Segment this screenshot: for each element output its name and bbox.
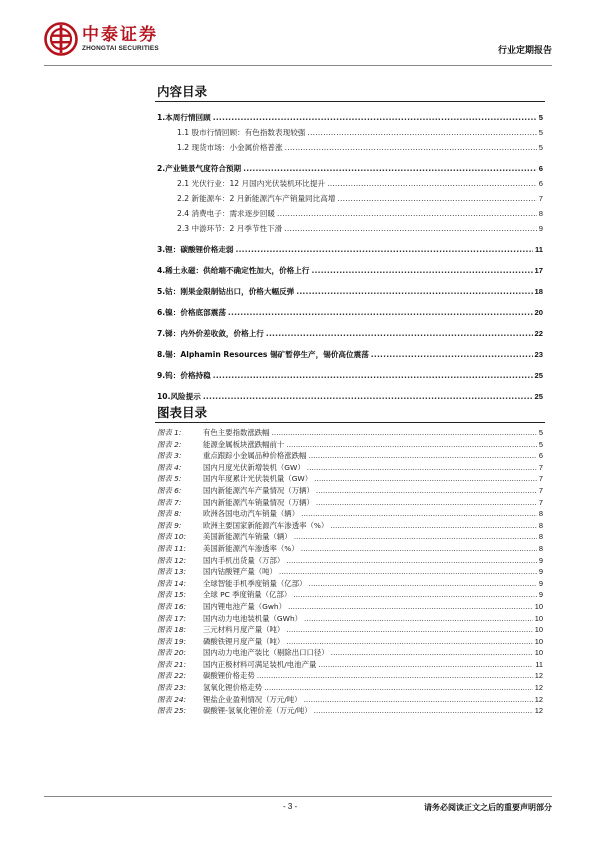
toc-entry-text: 2.4 消费电子：需求逐步回暖 (177, 209, 276, 218)
figure-number: 图表 14: (157, 578, 187, 588)
toc-entry-text: 2.3 中游环节：2 月季节性下滑 (177, 224, 283, 233)
toc-section-entry[interactable] (157, 140, 543, 155)
figure-title: 碳酸锂-氢氧化锂价差（万元/吨） (203, 706, 312, 716)
toc-entry-page: 5 (538, 113, 543, 122)
figure-title: 国内月度光伏新增装机（GW） (203, 462, 305, 472)
toc-section-entry[interactable] (157, 191, 543, 206)
figure-entry[interactable] (157, 473, 543, 485)
toc-section-entry[interactable] (157, 221, 543, 236)
figure-leader-dots (316, 497, 537, 509)
toc-entry-text: 6.镍：价格底部震荡 (157, 308, 226, 317)
toc-section-entry[interactable] (157, 176, 543, 191)
figure-number: 图表 20: (157, 648, 187, 658)
figure-entry[interactable] (157, 485, 543, 497)
figure-title: 有色主要指数涨跌幅 (203, 428, 270, 437)
toc-chapter-entry[interactable] (157, 242, 543, 257)
header-divider (44, 65, 552, 66)
figure-leader-dots (294, 531, 537, 543)
toc-chapter-entry[interactable] (157, 368, 543, 383)
figure-number: 图表 19: (157, 636, 187, 646)
toc-chapter-entry[interactable] (157, 389, 543, 404)
footer-disclaimer: 请务必阅读正文之后的重要声明部分 (424, 803, 552, 812)
figure-title: 国内动力电池装机量（GWh） (203, 613, 303, 623)
figure-entry[interactable] (157, 462, 543, 474)
figure-page: 7 (538, 485, 543, 495)
figure-title: 国内新能源汽车产量情况（万辆） (203, 485, 314, 495)
figure-leader-dots (308, 450, 536, 462)
company-logo (44, 22, 159, 56)
figure-page: 8 (538, 520, 543, 530)
figure-page: 7 (538, 497, 543, 507)
toc-leader-dots (284, 221, 537, 236)
toc-entry-text: 10.风险提示 (157, 392, 201, 401)
toc-leader-dots (296, 284, 532, 299)
toc-entry-text: 2.产业链景气度符合预期 (157, 164, 242, 173)
toc-entry-page: 5 (538, 143, 543, 152)
toc-chapter-entry[interactable] (157, 284, 543, 299)
figure-title: 国内锂电池产量（Gwh） (203, 601, 286, 611)
figure-number: 图表 21: (157, 659, 187, 669)
figure-leader-dots (286, 636, 532, 648)
figure-page: 7 (538, 474, 543, 484)
figure-page: 8 (538, 509, 543, 519)
toc-entry-text: 8.锡：Alphamin Resources 锡矿暂停生产，锡价高位震荡 (157, 350, 369, 359)
table-of-contents (157, 110, 543, 404)
figure-title: 欧洲主要国家新能源汽车渗透率（%） (203, 520, 329, 530)
page-number: - 3 - (283, 802, 298, 811)
figures-title: 图表目录 (157, 405, 208, 420)
figure-leader-dots (288, 601, 533, 613)
figure-number: 图表 22: (157, 671, 187, 681)
figure-leader-dots (301, 543, 537, 555)
toc-entry-text: 4.稀土永磁：供给端不确定性加大，价格上行 (157, 266, 310, 275)
figure-number: 图表 12: (157, 555, 187, 565)
toc-entry-page: 6 (538, 164, 543, 173)
toc-entry-page: 25 (534, 371, 543, 380)
figure-number: 图表 15: (157, 590, 187, 600)
figure-leader-dots (286, 555, 537, 567)
figure-page: 8 (538, 543, 543, 553)
toc-leader-dots (213, 368, 533, 383)
figure-entry[interactable] (157, 694, 543, 706)
footer-divider (44, 796, 552, 797)
toc-leader-dots (266, 326, 533, 341)
figure-title: 国内手机出货量（万部） (203, 555, 285, 565)
figure-number: 图表 8: (157, 509, 182, 519)
figure-page: 5 (538, 439, 543, 449)
figures-title-rule (155, 422, 545, 423)
toc-chapter-entry[interactable] (157, 305, 543, 320)
figure-list (157, 427, 543, 717)
figure-title: 磷酸铁锂月度产量（吨） (203, 636, 285, 646)
figure-title: 美国新能源汽车渗透率（%） (203, 543, 299, 553)
figure-page: 11 (535, 659, 543, 669)
toc-entry-text: 3.锂：碳酸锂价格走弱 (157, 245, 234, 254)
figure-page: 8 (538, 532, 543, 542)
toc-entry-page: 17 (534, 266, 543, 275)
figure-number: 图表 13: (157, 567, 187, 577)
figure-entry[interactable] (157, 566, 543, 578)
figure-number: 图表 11: (157, 543, 187, 553)
figure-title: 锂盐企业盈利情况（万元/吨） (203, 694, 302, 704)
toc-entry-text: 2.1 光伏行业：12 月国内光伏装机环比提升 (177, 179, 326, 188)
figure-title: 国内新能源汽车销量情况（万辆） (203, 497, 314, 507)
figure-title: 全球智能手机季度销量（亿部） (203, 578, 307, 588)
toc-chapter-entry[interactable] (157, 110, 543, 125)
toc-chapter-entry[interactable] (157, 326, 543, 341)
toc-entry-page: 25 (534, 392, 543, 401)
toc-leader-dots (203, 389, 533, 404)
figure-title: 国内钴酸锂产量（吨） (203, 567, 277, 577)
figure-entry[interactable] (157, 543, 543, 555)
figure-title: 三元材料月度产量（吨） (203, 625, 285, 635)
figure-page: 9 (538, 578, 543, 588)
figure-leader-dots (304, 694, 533, 706)
report-type-label: 行业定期报告 (497, 46, 552, 56)
figure-leader-dots (331, 647, 533, 659)
figure-page: 10 (534, 625, 543, 635)
toc-chapter-entry[interactable] (157, 347, 543, 362)
toc-section-entry[interactable] (157, 206, 543, 221)
figure-number: 图表 5: (157, 474, 182, 484)
toc-leader-dots (371, 347, 533, 362)
figure-number: 图表 1: (157, 428, 182, 437)
figure-entry[interactable] (157, 647, 543, 659)
figure-page: 7 (538, 462, 543, 472)
figure-entry[interactable] (157, 531, 543, 543)
toc-leader-dots (285, 140, 537, 155)
figure-title: 氢氧化锂价格走势 (203, 683, 263, 693)
toc-entry-page: 11 (534, 245, 543, 254)
toc-leader-dots (307, 125, 536, 140)
figure-title: 能源金属板块涨跌幅前十 (203, 439, 285, 449)
figure-entry[interactable] (157, 670, 543, 682)
figure-title: 国内年度累计光伏装机量（GW） (203, 474, 313, 484)
figure-leader-dots (304, 613, 533, 625)
figure-page: 10 (534, 648, 543, 658)
figure-page: 12 (534, 671, 543, 681)
figure-number: 图表 23: (157, 683, 187, 693)
figure-number: 图表 3: (157, 451, 182, 461)
figure-entry[interactable] (157, 578, 543, 590)
figure-entry[interactable] (157, 705, 543, 717)
figure-leader-dots (301, 508, 537, 520)
figure-page: 5 (538, 428, 543, 437)
figure-page: 9 (538, 567, 543, 577)
figure-entry[interactable] (157, 659, 543, 671)
figure-title: 全球 PC 季度销量（亿部） (203, 590, 292, 600)
figure-leader-dots (314, 473, 537, 485)
toc-leader-dots (243, 161, 537, 176)
toc-entry-page: 8 (538, 209, 543, 218)
logo-english-name: ZHONGTAI SECURITIES (82, 44, 159, 52)
toc-chapter-entry[interactable] (157, 161, 543, 176)
figure-entry[interactable] (157, 450, 543, 462)
toc-entry-text: 1.2 现货市场：小金属价格普涨 (177, 143, 283, 152)
figure-number: 图表 10: (157, 532, 187, 542)
toc-title-rule (155, 101, 545, 102)
toc-chapter-entry[interactable] (157, 263, 543, 278)
figure-number: 图表 18: (157, 625, 187, 635)
toc-entry-page: 6 (538, 179, 543, 188)
figure-page: 9 (538, 555, 543, 565)
toc-leader-dots (236, 242, 533, 257)
toc-leader-dots (213, 110, 537, 125)
toc-entry-page: 18 (534, 287, 543, 296)
figure-page: 9 (538, 590, 543, 600)
toc-leader-dots (337, 191, 536, 206)
figure-leader-dots (264, 682, 533, 694)
figure-entry[interactable] (157, 520, 543, 532)
page-header (44, 22, 552, 66)
toc-leader-dots (327, 176, 537, 191)
figure-page: 12 (534, 694, 543, 704)
toc-entry-page: 5 (538, 128, 543, 137)
toc-entry-page: 9 (538, 224, 543, 233)
figure-title: 碳酸锂价格走势 (203, 671, 255, 681)
figure-page: 12 (534, 706, 543, 716)
figure-page: 6 (538, 451, 543, 461)
toc-entry-page: 7 (538, 194, 543, 203)
toc-title: 内容目录 (157, 84, 208, 99)
figure-title: 国内正极材料可满足装机/电池产量 (203, 659, 317, 669)
figure-number: 图表 24: (157, 694, 187, 704)
figure-number: 图表 2: (157, 439, 182, 449)
zhongtai-logo-icon (44, 22, 78, 56)
figure-entry[interactable] (157, 439, 543, 451)
figure-number: 图表 6: (157, 485, 182, 495)
figure-entry[interactable] (157, 636, 543, 648)
figure-number: 图表 4: (157, 462, 182, 472)
figure-title: 国内动力电池产装比（剔除出口口径） (203, 648, 329, 658)
figure-number: 图表 9: (157, 520, 182, 530)
figure-leader-dots (330, 520, 537, 532)
figure-entry[interactable] (157, 508, 543, 520)
toc-leader-dots (228, 305, 533, 320)
figure-entry[interactable] (157, 497, 543, 509)
figure-title: 欧洲各国电动汽车销量（辆） (203, 509, 300, 519)
figure-entry[interactable] (157, 555, 543, 567)
figure-number: 图表 17: (157, 613, 187, 623)
figure-page: 10 (534, 636, 543, 646)
figure-entry[interactable] (157, 427, 543, 439)
figure-page: 10 (534, 601, 543, 611)
figure-leader-dots (307, 462, 537, 474)
figure-leader-dots (314, 705, 533, 717)
figure-leader-dots (286, 439, 537, 451)
figure-leader-dots (293, 589, 537, 601)
figure-page: 12 (534, 683, 543, 693)
figure-leader-dots (318, 659, 533, 671)
toc-leader-dots (311, 263, 532, 278)
toc-entry-text: 1.本周行情回顾 (157, 113, 211, 122)
figure-entry[interactable] (157, 601, 543, 613)
figure-leader-dots (257, 670, 533, 682)
figure-entry[interactable] (157, 682, 543, 694)
figure-leader-dots (286, 624, 532, 636)
toc-entry-text: 5.钴：刚果金限制钴出口，价格大幅反弹 (157, 287, 295, 296)
toc-leader-dots (277, 206, 537, 221)
figure-page: 10 (534, 613, 543, 623)
figure-entry[interactable] (157, 589, 543, 601)
figure-leader-dots (316, 485, 537, 497)
toc-entry-text: 2.2 新能源车：2 月新能源汽车产销量同比高增 (177, 194, 336, 203)
toc-section-entry[interactable] (157, 125, 543, 140)
figure-entry[interactable] (157, 624, 543, 636)
figure-number: 图表 16: (157, 601, 187, 611)
figure-leader-dots (279, 566, 537, 578)
logo-chinese-name: 中泰证券 (82, 24, 158, 45)
toc-entry-text: 9.钨：价格持稳 (157, 371, 211, 380)
toc-entry-page: 20 (534, 308, 543, 317)
toc-entry-page: 23 (534, 350, 543, 359)
toc-entry-text: 1.1 股市行情回顾：有色指数表现较强 (177, 128, 306, 137)
figure-leader-dots (308, 578, 536, 590)
figure-title: 美国新能源汽车销量（辆） (203, 532, 292, 542)
figure-number: 图表 7: (157, 497, 182, 507)
figure-number: 图表 25: (157, 706, 187, 716)
toc-entry-page: 22 (534, 329, 543, 338)
toc-entry-text: 7.锑：内外价差收敛，价格上行 (157, 329, 264, 338)
figure-leader-dots (272, 427, 537, 439)
figure-title: 重点跟踪小金属品种价格涨跌幅 (203, 451, 307, 461)
figure-entry[interactable] (157, 613, 543, 625)
